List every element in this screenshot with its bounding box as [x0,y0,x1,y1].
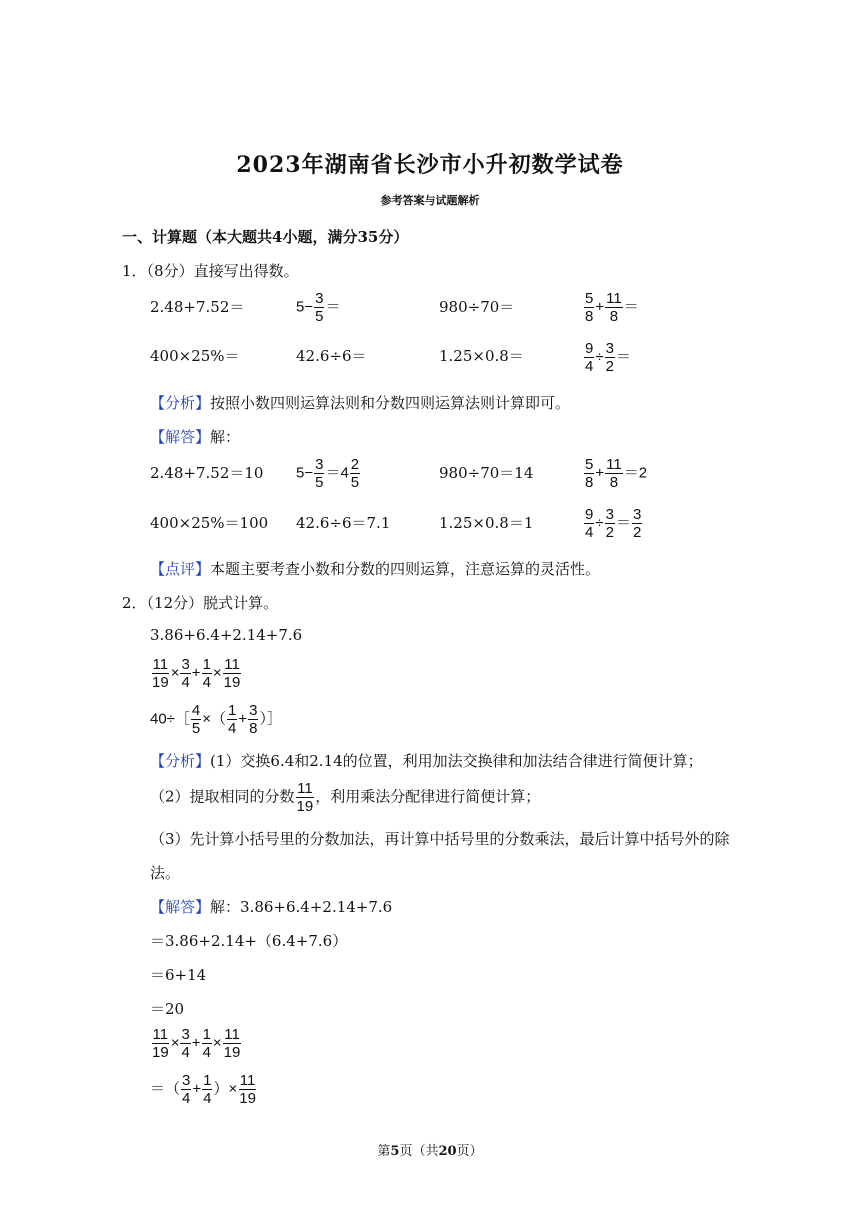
q2-analysis-2: （2）提取相同的分数 $\frac{11}{19}$ ，利用乘法分配律进行简便计算； [150,780,541,815]
q1-a1-c: 980÷70＝14 [439,464,534,482]
q2-analysis-3b: 法。 [150,864,181,882]
q1-a2-b: 42.6÷6＝7.1 [296,514,391,532]
page-subtitle: 参考答案与试题解析 [380,194,480,207]
q2-step-2: ＝6+14 [150,966,207,984]
q1-heading: 1．（8分）直接写出得数。 [122,262,299,280]
q1-r1-b: 5− $\frac{3}{5}$ ＝ [296,290,341,325]
q2-step-3: ＝20 [150,1000,185,1018]
q2-expr1: 3.86+6.4+2.14+7.6 [150,626,303,644]
q1-r1-d: $\frac{5}{8}$ + $\frac{11}{8}$ ＝ [585,290,639,325]
q2-analysis-3: （3）先计算小括号里的分数加法，再计算中括号里的分数乘法，最后计算中括号外的除 [150,830,730,848]
q2-step-5: ＝（ $\frac{3}{4}$ + $\frac{1}{4}$ ）× $\frac{11}{19}$ [150,1072,256,1107]
page-footer: 第5页（共20页） [377,1144,483,1159]
q1-a2-c: 1.25×0.8＝1 [439,514,534,532]
q1-answer: 【解答】解： [150,428,241,446]
page-total: 20 [438,1144,457,1159]
q2-heading: 2．（12分）脱式计算。 [122,594,279,612]
page-number: 5 [390,1144,400,1159]
q1-a1-d: $\frac{5}{8}$ + $\frac{11}{8}$ ＝2 [585,456,648,491]
q1-r2-a: 400×25%＝ [150,347,240,365]
q1-r2-d: $\frac{9}{4}$ ÷ $\frac{3}{2}$ ＝ [585,340,631,375]
page-title: 2023年湖南省长沙市小升初数学试卷 [236,152,624,178]
q1-a1-a: 2.48+7.52＝10 [150,464,264,482]
q1-analysis: 【分析】按照小数四则运算法则和分数四则运算法则计算即可。 [150,394,571,412]
q2-answer: 【解答】解：3.86+6.4+2.14+7.6 [150,898,393,916]
q1-r2-c: 1.25×0.8＝ [439,347,524,365]
q1-r2-b: 42.6÷6＝ [296,347,367,365]
q2-step-4: $\frac{11}{19}$ × $\frac{3}{4}$ + $\frac{1}{4}$ × $\frac{11}{19}$ [152,1026,241,1061]
q1-a1-b: 5− $\frac{3}{5}$ ＝4 $\frac{2}{5}$ [296,456,360,491]
q1-a2-d: $\frac{9}{4}$ ÷ $\frac{3}{2}$ ＝ $\frac{3}{2}$ [585,506,642,541]
q1-r1-a: 2.48+7.52＝ [150,298,245,316]
q2-expr2: $\frac{11}{19}$ × $\frac{3}{4}$ + $\frac{1}{4}$ × $\frac{11}{19}$ [152,656,241,691]
q1-r1-c: 980÷70＝ [439,298,515,316]
section-heading: 一、计算题（本大题共4小题，满分35分） [122,228,409,246]
q1-a2-a: 400×25%＝100 [150,514,269,532]
q2-step-1: ＝3.86+2.14+（6.4+7.6） [150,932,348,950]
q2-expr3: 40÷［ $\frac{4}{5}$ ×（ $\frac{1}{4}$ + $\frac{3}{8}$ ）］ [150,702,282,737]
q1-comment: 【点评】本题主要考查小数和分数的四则运算，注意运算的灵活性。 [150,560,601,578]
q2-analysis-1: 【分析】(1）交换6.4和2.14的位置，利用加法交换律和加法结合律进行简便计算； [150,752,703,770]
